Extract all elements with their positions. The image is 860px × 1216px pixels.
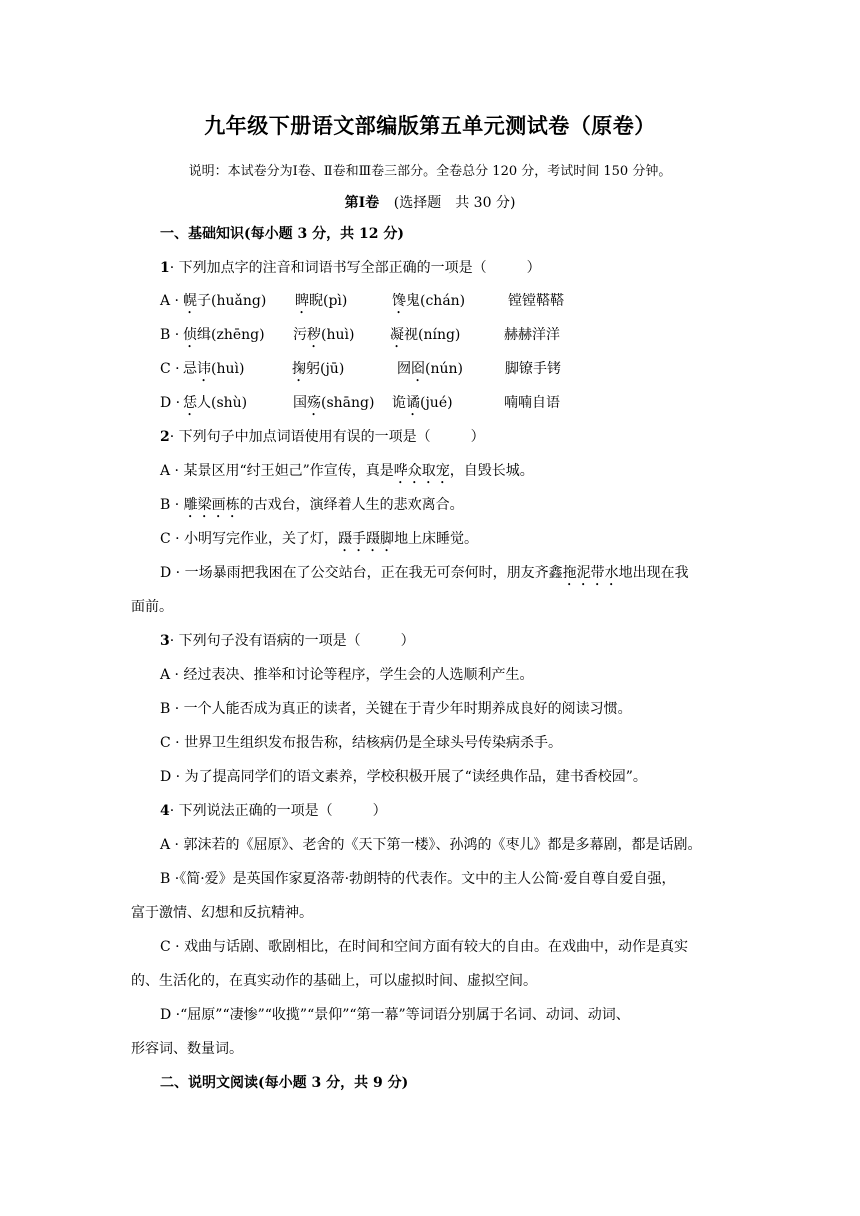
question-4-option-d-cont: 形容词、数量词。 [131, 1041, 243, 1057]
question-4-option-a: A · 郭沫若的《屈原》、老舍的《天下第一楼》、孙鸿的《枣儿》都是多幕剧，都是话剧。 [160, 837, 702, 853]
option-word-1 [183, 393, 247, 419]
option-word-2 [293, 393, 374, 419]
word-suffix: 子(huǎng) [197, 293, 267, 309]
word-suffix: (nún) [425, 361, 463, 377]
option-word-1 [183, 359, 244, 385]
option-letter: A · [160, 293, 180, 309]
option-word-1 [183, 325, 265, 351]
question-1-stem [160, 258, 740, 278]
question-3-option-d: D · 为了提高同学们的语文素养，学校积极开展了“读经典作品，建书香校园”。 [160, 769, 647, 785]
option-word-2 [295, 291, 347, 317]
dotted-char: 幌 [183, 293, 197, 309]
word-suffix: 缉(zhēng) [197, 327, 265, 343]
word-suffix: 鬼(chán) [406, 293, 466, 309]
question-4-option-b-cont: 富于激情、幻想和反抗精神。 [131, 905, 313, 921]
option-word-4: 喃喃自语 [504, 395, 560, 411]
dotted-phrase: 蹑手蹑脚 [338, 531, 395, 547]
section-heading-expository: 二、说明文阅读(每小题 3 分，共 9 分) [160, 1075, 409, 1091]
option-letter: D · [160, 395, 181, 411]
word-suffix: 睨(pì) [309, 293, 348, 309]
question-4-option-c-cont: 的、生活化的，在真实动作的基础上，可以虚拟时间、虚拟空间。 [131, 973, 537, 989]
word-suffix: (shāng) [321, 395, 375, 411]
word-prefix: 国 [293, 395, 307, 411]
dotted-char: 谲 [406, 395, 420, 411]
question-2-option-a [160, 461, 740, 487]
dotted-char: 囵 [411, 361, 425, 377]
question-2-option-c [160, 529, 740, 555]
dotted-char: 凝 [390, 327, 404, 343]
exam-title: 九年级下册语文部编版第五单元测试卷（原卷） [204, 114, 656, 138]
word-prefix: 囫 [397, 361, 411, 377]
question-text: · 下列句子没有语病的一项是（ [169, 633, 361, 649]
question-close: ） [372, 803, 387, 819]
question-number: 4 [160, 803, 170, 819]
section-heading-basics: 一、基础知识(每小题 3 分，共 12 分) [160, 226, 404, 242]
volume-label: 第Ⅰ卷 [344, 195, 380, 211]
question-3-stem [160, 631, 740, 651]
word-suffix: 躬(jū) [306, 361, 345, 377]
dotted-char: 馋 [392, 293, 406, 309]
word-suffix: 人(shù) [197, 395, 248, 411]
option-word-4: 脚镣手铐 [505, 361, 561, 377]
question-close: ） [400, 633, 415, 649]
option-text-end: ，自毁长城。 [449, 463, 534, 479]
dotted-char: 讳 [197, 361, 211, 377]
dotted-phrase: 雕梁画栋 [183, 497, 240, 513]
dotted-char: 侦 [183, 327, 197, 343]
question-2-option-d [160, 563, 740, 589]
question-number: 3 [160, 633, 170, 649]
option-word-3 [390, 325, 460, 351]
question-2-option-d-cont: 面前。 [131, 599, 173, 615]
option-word-3 [392, 291, 465, 317]
question-3-option-a: A · 经过表决、推举和讨论等程序，学生会的人选顺利产生。 [160, 667, 534, 683]
question-4-option-c: C · 戏曲与话剧、歌剧相比，在时间和空间方面有较大的自由。在戏曲中，动作是真实 [160, 939, 689, 955]
word-prefix: 忌 [183, 361, 197, 377]
option-text: D · 一场暴雨把我困在了公交站台，正在我无可奈何时，朋友齐鑫 [160, 565, 563, 581]
dotted-char: 恁 [183, 395, 197, 411]
option-text: A · 某景区用“纣王妲己”作宣传，真是 [160, 463, 394, 479]
question-text: · 下列句子中加点词语使用有误的一项是（ [169, 429, 431, 445]
dotted-phrase: 哗众取宠 [393, 463, 450, 479]
word-prefix: 污 [293, 327, 307, 343]
dotted-char: 掬 [292, 361, 306, 377]
question-4-stem [160, 801, 740, 821]
word-suffix: (huì) [211, 361, 245, 377]
option-word-1 [183, 291, 266, 317]
option-word-3 [392, 393, 453, 419]
option-letter: B · [160, 327, 180, 343]
dotted-char: 睥 [295, 293, 309, 309]
option-word-4: 镗镗鞳鞳 [508, 293, 564, 309]
word-prefix: 诡 [392, 395, 406, 411]
question-close: ） [470, 429, 485, 445]
question-number: 2 [160, 429, 170, 445]
option-text: C · 小明写完作业，关了灯， [160, 531, 339, 547]
option-text-end: 地出现在我 [618, 565, 689, 581]
option-word-3 [397, 359, 463, 385]
exam-instructions: 说明：本试卷分为Ⅰ卷、Ⅱ卷和Ⅲ卷三部分。全卷总分 120 分，考试时间 150 分钟。 [188, 164, 672, 179]
question-4-option-d: D ·“屈原”“凄惨”“收揽”“景仰”“第一幕”等词语分别属于名词、动词、动词、 [160, 1007, 630, 1023]
word-suffix: (huì) [321, 327, 355, 343]
option-letter: B · [160, 497, 184, 513]
option-text-end: 的古戏台，演绎着人生的悲欢离合。 [239, 497, 464, 513]
word-suffix: 视(níng) [404, 327, 461, 343]
question-4-option-b: B ·《简·爱》是英国作家夏洛蒂·勃朗特的代表作。文中的主人公简·爱自尊自爱自强， [160, 871, 676, 887]
option-word-2 [292, 359, 344, 385]
question-text: · 下列加点字的注音和词语书写全部正确的一项是（ [169, 260, 487, 276]
dotted-phrase: 拖泥带水 [562, 565, 619, 581]
question-3-option-b: B · 一个人能否成为真正的读者，关键在于青少年时期养成良好的阅读习惯。 [160, 701, 632, 717]
dotted-char: 殇 [307, 395, 321, 411]
option-word-4: 赫赫洋洋 [504, 327, 560, 343]
question-text: · 下列说法正确的一项是（ [169, 803, 333, 819]
volume-heading [0, 192, 860, 212]
question-number: 1 [160, 260, 170, 276]
question-3-option-c: C · 世界卫生组织发布报告称，结核病仍是全球头号传染病杀手。 [160, 735, 563, 751]
volume-subtitle: (选择题 共 30 分) [393, 195, 516, 211]
option-text-end: 地上床睡觉。 [394, 531, 479, 547]
option-word-2 [293, 325, 354, 351]
question-2-option-b [160, 495, 740, 521]
word-suffix: (jué) [420, 395, 453, 411]
question-close: ） [526, 260, 541, 276]
option-letter: C · [160, 361, 180, 377]
dotted-char: 秽 [307, 327, 321, 343]
question-2-stem [160, 427, 740, 447]
